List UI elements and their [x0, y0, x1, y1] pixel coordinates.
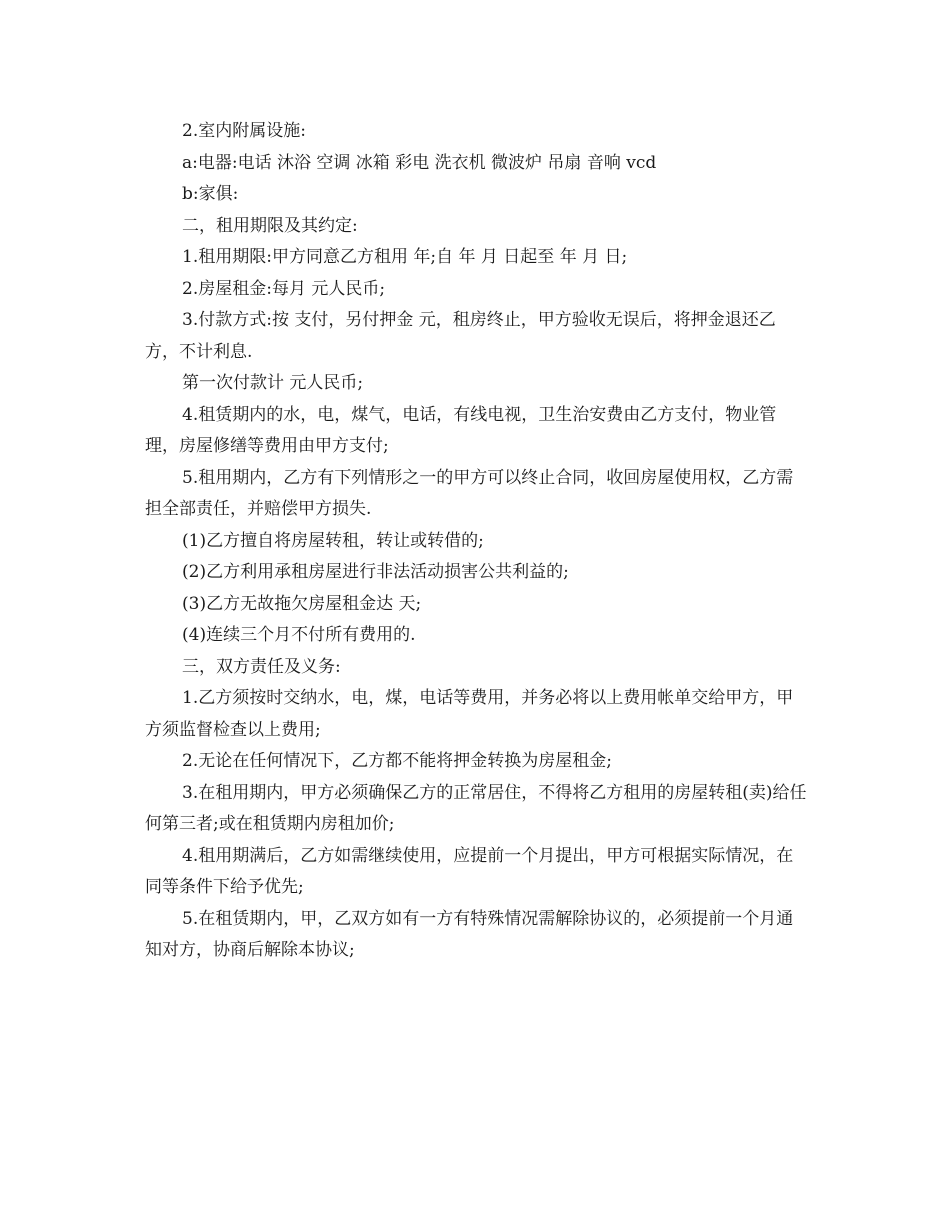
paragraph-lease-term: 1.租用期限:甲方同意乙方租用 年;自 年 月 日起至 年 月 日;	[182, 247, 628, 267]
paragraph-facilities-heading: 2.室内附属设施:	[182, 121, 306, 141]
paragraph-termination: 5.租用期内，乙方有下列情形之一的甲方可以终止合同，收回房屋使用权，乙方需担全部责任，并赔偿甲方损失.	[145, 467, 794, 519]
paragraph-responsibility-2: 2.无论在任何情况下，乙方都不能将押金转换为房屋租金;	[182, 751, 612, 771]
paragraph-termination-item-2: (2)乙方利用承租房屋进行非法活动损害公共利益的;	[182, 562, 569, 582]
paragraph-responsibility-1: 1.乙方须按时交纳水，电，煤，电话等费用，并务必将以上费用帐单交给甲方，甲方须监督检查以上费用;	[145, 688, 794, 740]
paragraph-appliances: a:电器:电话 沐浴 空调 冰箱 彩电 洗衣机 微波炉 吊扇 音响 vcd	[182, 152, 657, 173]
paragraph-termination-item-1: (1)乙方擅自将房屋转租，转让或转借的;	[182, 530, 484, 551]
paragraph-first-payment: 第一次付款计 元人民币;	[182, 373, 364, 393]
paragraph-furniture: b:家俱:	[182, 184, 239, 204]
paragraph-rent: 2.房屋租金:每月 元人民币;	[182, 278, 386, 299]
paragraph-utilities: 4.租赁期内的水，电，煤气，电话，有线电视，卫生治安费由乙方支付，物业管理，房屋修缮等费用由甲方支付;	[145, 404, 777, 456]
section-heading-responsibilities: 三，双方责任及义务:	[182, 656, 341, 677]
paragraph-responsibility-3: 3.在租用期内，甲方必须确保乙方的正常居住，不得将乙方租用的房屋转租(卖)给任何第三者;或在租赁期内房租加价;	[145, 782, 807, 834]
paragraph-responsibility-4: 4.租用期满后，乙方如需继续使用，应提前一个月提出，甲方可根据实际情况，在同等条件下给予优先;	[145, 845, 794, 897]
paragraph-responsibility-5: 5.在租赁期内，甲，乙双方如有一方有特殊情况需解除协议的，必须提前一个月通知对方，协商后解除本协议;	[145, 908, 794, 960]
paragraph-payment-method: 3.付款方式:按 支付，另付押金 元，租房终止，甲方验收无误后，将押金退还乙方，不计利息.	[145, 310, 776, 362]
document-body	[145, 116, 807, 967]
paragraph-termination-item-3: (3)乙方无故拖欠房屋租金达 天;	[182, 593, 422, 614]
section-heading-term: 二，租用期限及其约定:	[182, 215, 358, 236]
paragraph-termination-item-4: (4)连续三个月不付所有费用的.	[182, 625, 416, 645]
